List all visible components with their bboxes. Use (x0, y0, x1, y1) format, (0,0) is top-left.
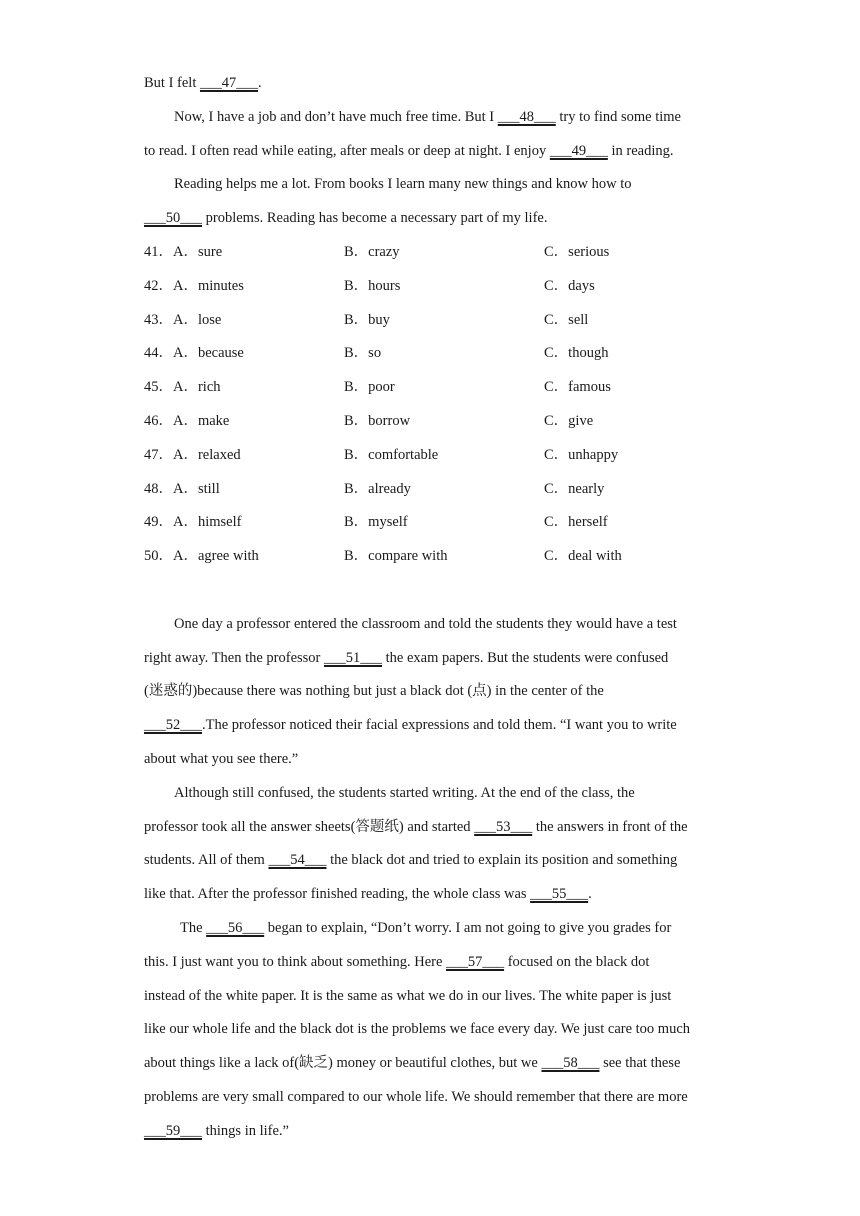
option-a[interactable] (144, 377, 221, 397)
text-run: the answers in front of the (532, 819, 688, 835)
blank-50: ___50___ (144, 210, 202, 226)
option-a-text: A．lose (173, 312, 222, 328)
text-run: . (257, 75, 262, 91)
text-run: Although still confused, the students started writing. At the end of the class, the (174, 785, 635, 801)
option-c[interactable]: C．famous (544, 379, 611, 395)
question-row-42 (144, 276, 704, 296)
passage-line (144, 1121, 289, 1141)
question-row-47 (144, 445, 704, 465)
passage-line (144, 817, 688, 837)
text-run: the black dot and tried to explain its position and something (326, 852, 678, 868)
blank-57: ___57___ (446, 954, 505, 970)
option-c[interactable]: C．sell (544, 312, 589, 328)
question-number: 45． (144, 379, 173, 395)
passage-line (144, 986, 671, 1006)
option-c[interactable]: C．nearly (544, 481, 605, 497)
option-b[interactable]: B．poor (344, 379, 395, 395)
option-a-text: A．minutes (173, 278, 244, 294)
option-a[interactable] (144, 276, 244, 296)
option-b[interactable]: B．already (344, 481, 411, 497)
passage-line (174, 783, 635, 803)
option-a[interactable] (144, 242, 222, 262)
text-run: about what you see there.” (144, 751, 299, 767)
text-run: problems. Reading has become a necessary part of my life. (202, 210, 548, 226)
option-a[interactable] (144, 445, 241, 465)
option-b[interactable]: B．myself (344, 514, 408, 530)
option-b[interactable]: B．hours (344, 278, 401, 294)
text-run: problems are very small compared to our whole life. We should remember that there are more (144, 1089, 688, 1105)
text-run: Now, I have a job and don’t have much free time. But I (174, 109, 498, 125)
blank-59: ___59___ (144, 1123, 202, 1139)
text-run: Reading helps me a lot. From books I learn many new things and know how to (174, 176, 632, 192)
passage-line (144, 648, 668, 668)
question-row-49 (144, 512, 704, 532)
blank-52: ___52___ (144, 717, 202, 733)
question-row-45 (144, 377, 704, 397)
option-c[interactable]: C．give (544, 413, 594, 429)
option-a-text: A．make (173, 413, 230, 429)
passage-line (144, 1053, 680, 1073)
blank-58: ___58___ (541, 1055, 600, 1071)
question-row-50 (144, 546, 704, 566)
passage-line (180, 918, 671, 938)
text-run: began to explain, “Don’t worry. I am not going to give you grades for (264, 920, 672, 936)
text-run: . (588, 886, 592, 902)
text-run: But I felt (144, 75, 200, 91)
text-run: instead of the white paper. It is the same as what we do in our lives. The white paper is just (144, 988, 672, 1004)
blank-47: ___47___ (199, 75, 258, 91)
text-run: professor took all the answer sheets(答题纸) and started (144, 819, 475, 835)
text-run: students. All of them (144, 852, 269, 868)
option-c[interactable]: C．unhappy (544, 447, 619, 463)
option-a-text: A．sure (173, 244, 223, 260)
passage-line (144, 141, 673, 161)
passage-line (144, 1019, 690, 1039)
option-a[interactable] (144, 411, 229, 431)
passage-line (144, 952, 649, 972)
option-c[interactable]: C．though (544, 345, 609, 361)
text-run: about things like a lack of(缺乏) money or beautiful clothes, but we (144, 1055, 542, 1071)
passage-line (144, 681, 604, 701)
blank-49: ___49___ (549, 143, 608, 159)
question-number: 44． (144, 345, 173, 361)
option-a-text: A．himself (173, 514, 242, 530)
question-number: 43． (144, 312, 173, 328)
text-run: try to find some time (555, 109, 681, 125)
question-number: 46． (144, 413, 173, 429)
option-a-text: A．rich (173, 379, 221, 395)
blank-51: ___51___ (324, 650, 382, 666)
question-row-44 (144, 343, 704, 363)
option-a[interactable] (144, 310, 221, 330)
text-run: The (180, 920, 207, 936)
question-number: 48． (144, 481, 173, 497)
text-run: .The professor noticed their facial expressions and told them. “I want you to write (202, 717, 677, 733)
option-a-text: A．still (173, 481, 220, 497)
question-row-46 (144, 411, 704, 431)
text-run: (迷惑的)because there was nothing but just a black dot (点) in the center of the (144, 683, 604, 699)
passage-line (144, 715, 677, 735)
passage-line (174, 174, 632, 194)
option-a-text: A．because (173, 345, 244, 361)
text-run: One day a professor entered the classroom and told the students they would have a test (174, 616, 677, 632)
text-run: the exam papers. But the students were confused (382, 650, 669, 666)
blank-56: ___56___ (206, 920, 265, 936)
blank-53: ___53___ (474, 819, 533, 835)
option-b[interactable]: B．compare with (344, 548, 448, 564)
text-run: right away. Then the professor (144, 650, 324, 666)
option-b[interactable]: B．comfortable (344, 447, 439, 463)
option-a[interactable] (144, 343, 244, 363)
option-b[interactable]: B．buy (344, 312, 390, 328)
text-run: focused on the black dot (504, 954, 650, 970)
option-b[interactable]: B．crazy (344, 244, 400, 260)
blank-48: ___48___ (497, 109, 556, 125)
text-run: like our whole life and the black dot is the problems we face every day. We just care too much (144, 1021, 691, 1037)
option-c[interactable]: C．serious (544, 244, 610, 260)
option-a[interactable] (144, 512, 241, 532)
passage-line (144, 884, 592, 904)
question-number: 49． (144, 514, 173, 530)
question-row-41 (144, 242, 704, 262)
question-number: 41． (144, 244, 173, 260)
passage-line (174, 107, 681, 127)
option-a-text: A．relaxed (173, 447, 241, 463)
question-row-43 (144, 310, 704, 330)
passage-line (144, 749, 298, 769)
text-run: see that these (599, 1055, 681, 1071)
option-a[interactable] (144, 479, 220, 499)
passage-line (174, 614, 677, 634)
text-run: like that. After the professor finished reading, the whole class was (144, 886, 531, 902)
option-b[interactable]: B．borrow (344, 413, 411, 429)
option-b[interactable]: B．so (344, 345, 382, 361)
question-number: 42． (144, 278, 173, 294)
question-number: 50． (144, 548, 173, 564)
option-c[interactable]: C．days (544, 278, 595, 294)
text-run: this. I just want you to think about something. Here (144, 954, 447, 970)
question-number: 47． (144, 447, 173, 463)
passage-line (144, 850, 677, 870)
passage-line (144, 1087, 688, 1107)
option-a[interactable] (144, 546, 259, 566)
option-a-text: A．agree with (173, 548, 259, 564)
blank-54: ___54___ (268, 852, 327, 868)
text-run: things in life.” (202, 1123, 289, 1139)
option-c[interactable]: C．deal with (544, 548, 622, 564)
passage-line (144, 73, 262, 93)
blank-55: ___55___ (530, 886, 589, 902)
question-row-48 (144, 479, 704, 499)
text-run: to read. I often read while eating, after meals or deep at night. I enjoy (144, 143, 550, 159)
option-c[interactable]: C．herself (544, 514, 608, 530)
text-run: in reading. (607, 143, 674, 159)
passage-line (144, 208, 547, 228)
